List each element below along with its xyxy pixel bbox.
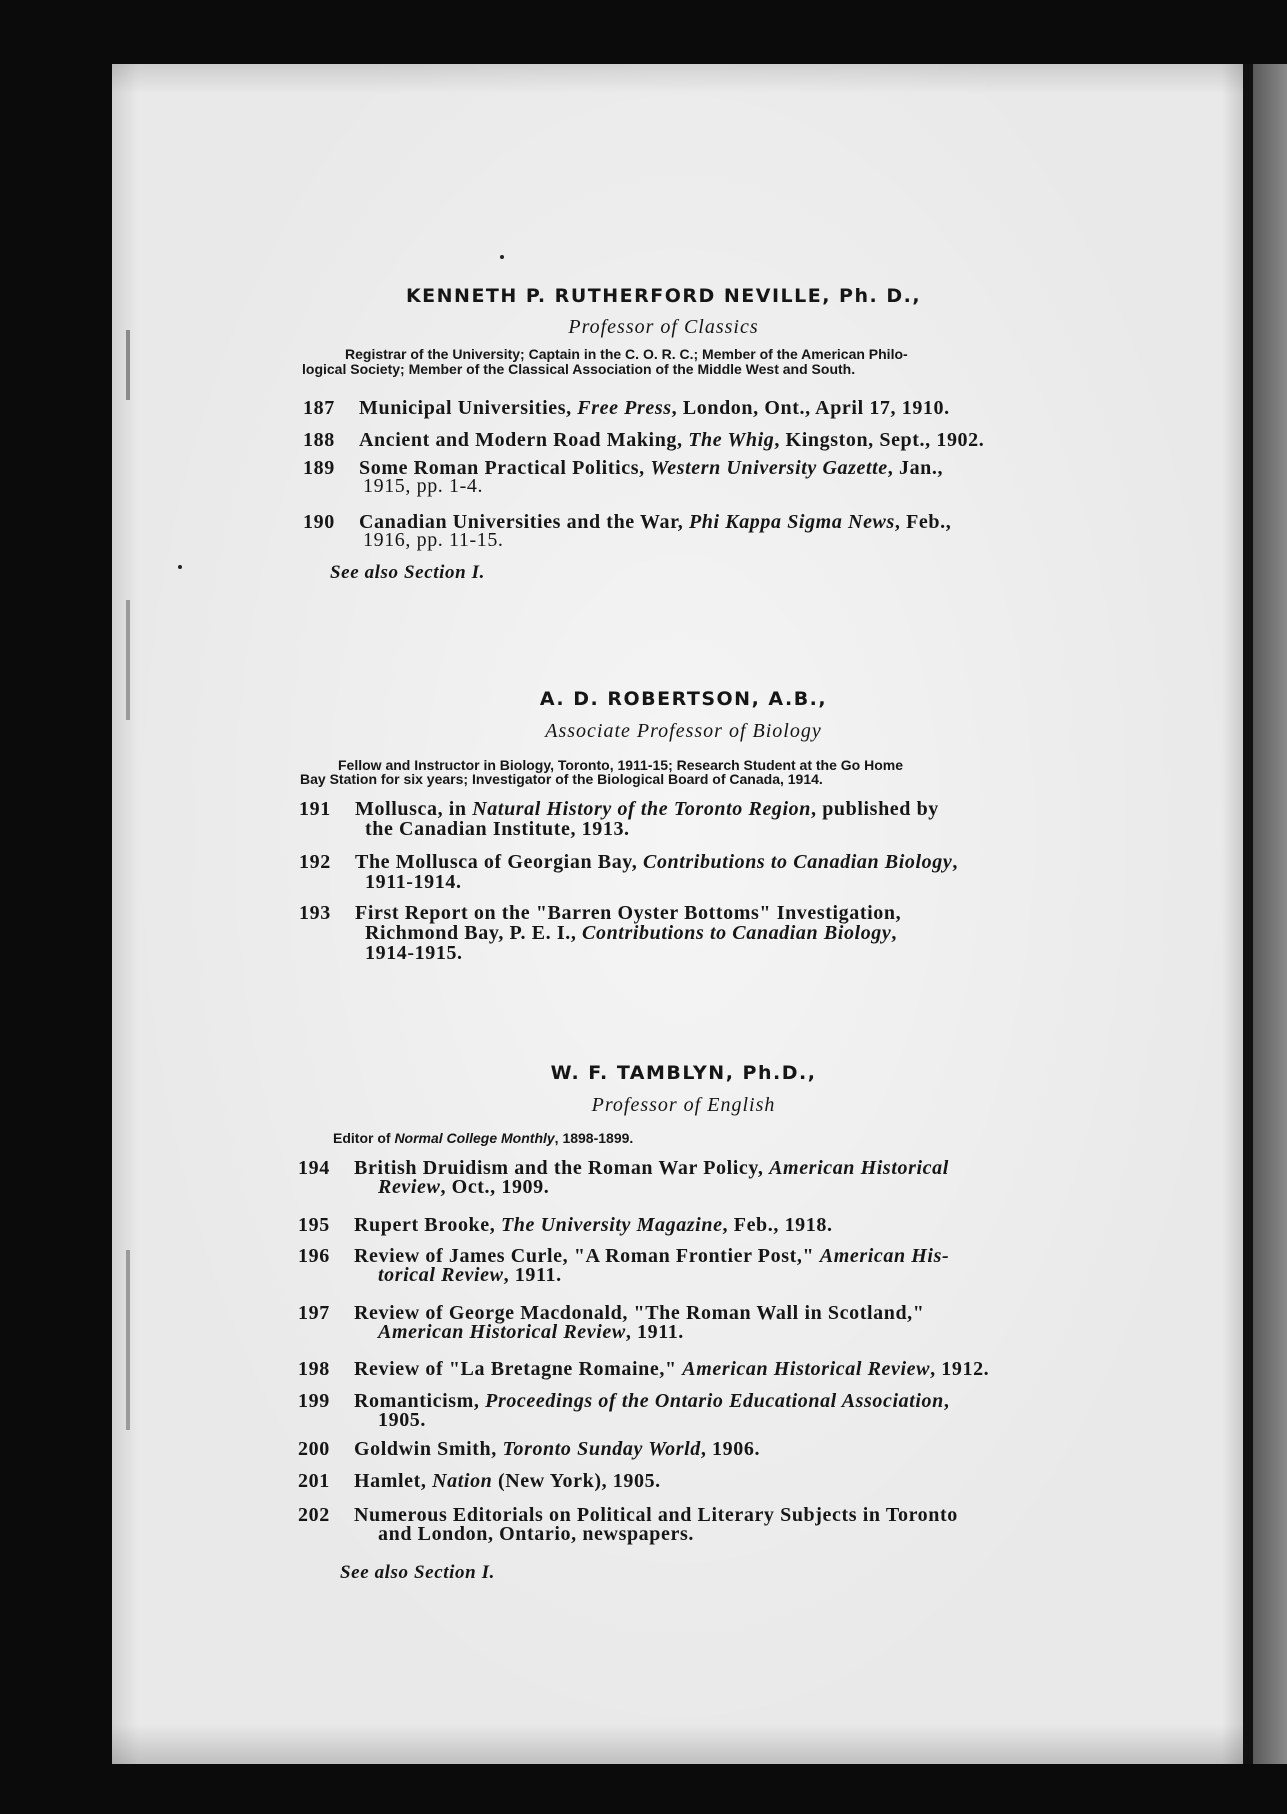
entry-text: British Druidism and the Roman War Policy, American Historical bbox=[354, 1157, 949, 1179]
entry-number: 192 bbox=[299, 851, 331, 873]
list-item bbox=[299, 799, 1089, 843]
binding-mark bbox=[126, 330, 130, 400]
entry-text: Goldwin Smith, Toronto Sunday World, 1906. bbox=[354, 1438, 761, 1460]
entry-number: 193 bbox=[299, 902, 331, 924]
entry-text: Municipal Universities, Free Press, London, Ont., April 17, 1910. bbox=[359, 397, 950, 419]
entry-number: 187 bbox=[303, 397, 335, 419]
list-item bbox=[298, 1391, 1088, 1435]
entry-number: 194 bbox=[298, 1157, 330, 1179]
entry-number: 196 bbox=[298, 1245, 330, 1267]
bio-line: Bay Station for six years; Investigator of the Biological Board of Canada, 1914. bbox=[300, 771, 823, 787]
entry-text: Ancient and Modern Road Making, The Whig, Kingston, Sept., 1902. bbox=[359, 429, 985, 451]
list-item bbox=[298, 1158, 1088, 1202]
entry-text: Numerous Editorials on Political and Literary Subjects in Toronto bbox=[354, 1504, 958, 1526]
entry-number: 202 bbox=[298, 1504, 330, 1526]
list-item bbox=[299, 903, 1089, 969]
entry-number: 198 bbox=[298, 1358, 330, 1380]
entry-continuation: the Canadian Institute, 1913. bbox=[365, 818, 630, 840]
entry-text: Canadian Universities and the War, Phi Kappa Sigma News, Feb., bbox=[359, 511, 952, 533]
entry-text: Review of "La Bretagne Romaine," American Historical Review, 1912. bbox=[354, 1358, 990, 1380]
entry-number: 195 bbox=[298, 1214, 330, 1236]
entry-text: Mollusca, in Natural History of the Toronto Region, published by bbox=[355, 798, 939, 820]
entry-continuation: Richmond Bay, P. E. I., Contributions to Canadian Biology, bbox=[365, 922, 897, 944]
list-item bbox=[303, 458, 1083, 502]
entry-text: Review of George Macdonald, "The Roman Wall in Scotland," bbox=[354, 1302, 925, 1324]
entry-number: 197 bbox=[298, 1302, 330, 1324]
entry-continuation: 1916, pp. 11-15. bbox=[363, 529, 504, 551]
entry-continuation: 1905. bbox=[378, 1409, 426, 1431]
scan-speck bbox=[500, 255, 504, 259]
entry-number: 201 bbox=[298, 1470, 330, 1492]
faculty-role: Professor of English bbox=[591, 1094, 776, 1116]
entry-continuation: 1911-1914. bbox=[365, 871, 462, 893]
list-item bbox=[298, 1246, 1088, 1290]
entry-continuation: 1914-1915. bbox=[365, 942, 463, 964]
bio-line: Registrar of the University; Captain in the C. O. R. C.; Member of the American Philo- bbox=[345, 346, 908, 362]
list-item bbox=[298, 1303, 1088, 1347]
entry-continuation: Review, Oct., 1909. bbox=[378, 1176, 550, 1198]
entry-text: Rupert Brooke, The University Magazine, Feb., 1918. bbox=[354, 1214, 833, 1236]
list-item bbox=[299, 852, 1089, 896]
entry-text: Review of James Curle, "A Roman Frontier Post," American His- bbox=[354, 1245, 950, 1267]
entry-text: The Mollusca of Georgian Bay, Contributions to Canadian Biology, bbox=[355, 851, 958, 873]
see-also-note: See also Section I. bbox=[340, 1562, 495, 1583]
entry-text: Hamlet, Nation (New York), 1905. bbox=[354, 1470, 661, 1492]
faculty-name: A. D. ROBERTSON, A.B., bbox=[539, 688, 828, 710]
entry-continuation: and London, Ontario, newspapers. bbox=[378, 1523, 694, 1545]
entry-text: Some Roman Practical Politics, Western University Gazette, Jan., bbox=[359, 457, 944, 479]
faculty-role: Professor of Classics bbox=[568, 316, 759, 338]
entry-continuation: American Historical Review, 1911. bbox=[378, 1321, 684, 1343]
faculty-name: W. F. TAMBLYN, Ph.D., bbox=[550, 1062, 817, 1084]
faculty-role: Associate Professor of Biology bbox=[545, 720, 822, 742]
bio-line: Fellow and Instructor in Biology, Toronto, 1911-15; Research Student at the Go Home bbox=[338, 757, 904, 773]
list-item bbox=[298, 1505, 1088, 1549]
entry-number: 190 bbox=[303, 511, 335, 533]
entry-continuation: torical Review, 1911. bbox=[378, 1264, 562, 1286]
see-also-note: See also Section I. bbox=[330, 562, 485, 583]
faculty-name: KENNETH P. RUTHERFORD NEVILLE, Ph. D., bbox=[405, 285, 922, 307]
scan-speck bbox=[178, 565, 182, 569]
entry-number: 188 bbox=[303, 429, 335, 451]
entry-number: 200 bbox=[298, 1438, 330, 1460]
list-item bbox=[303, 512, 1083, 556]
entry-number: 199 bbox=[298, 1390, 330, 1412]
entry-number: 189 bbox=[303, 457, 335, 479]
entry-continuation: 1915, pp. 1-4. bbox=[363, 475, 484, 497]
bio-line: logical Society; Member of the Classical Association of the Middle West and South. bbox=[302, 361, 856, 377]
entry-text: First Report on the "Barren Oyster Bottoms" Investigation, bbox=[355, 902, 902, 924]
entry-text: Romanticism, Proceedings of the Ontario Educational Association, bbox=[354, 1390, 950, 1412]
entry-number: 191 bbox=[299, 798, 331, 820]
bio-line: Editor of Normal College Monthly, 1898-1899. bbox=[333, 1130, 634, 1146]
binding-mark bbox=[126, 1250, 130, 1430]
